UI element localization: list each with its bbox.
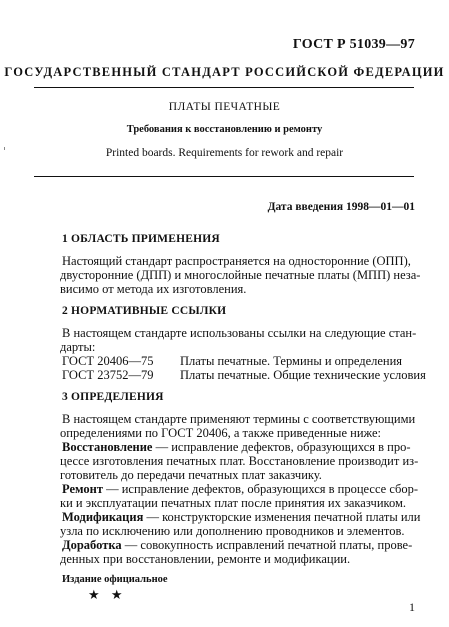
paragraph-line: ки и эксплуатации печатных плат после принятия их заказчиком. <box>60 496 407 510</box>
edition-label: Издание официальное <box>62 574 168 585</box>
reference-code: ГОСТ 23752—79 <box>62 368 154 382</box>
reference-title: Платы печатные. Термины и определения <box>180 354 403 368</box>
definition-modification <box>62 510 420 524</box>
paragraph-line: В настоящем стандарте использованы ссылки на следующие стан- <box>62 326 417 340</box>
definition-text: — совокупность исправлений печатной платы, прове- <box>121 538 413 552</box>
term: Модификация <box>62 510 144 524</box>
section-3-heading: 3 ОПРЕДЕЛЕНИЯ <box>62 391 164 403</box>
definition-text: — исправление дефектов, образующихся в про- <box>152 440 411 454</box>
paragraph-line: готовитель до передачи печатных плат заказчику. <box>60 468 322 482</box>
term: Доработка <box>62 538 122 552</box>
paragraph-line: дарты: <box>60 340 96 354</box>
title-rule <box>34 176 414 177</box>
edition-stars: ★ ★ <box>88 587 127 602</box>
page-number: 1 <box>409 600 415 614</box>
paragraph-line: В настоящем стандарте применяют термины с соответствующими <box>62 412 416 426</box>
section-2-heading: 2 НОРМАТИВНЫЕ ССЫЛКИ <box>62 305 227 317</box>
state-standard-heading: ГОСУДАРСТВЕННЫЙ СТАНДАРТ РОССИЙСКОЙ ФЕДЕРАЦИИ <box>4 65 445 79</box>
reference-code: ГОСТ 20406—75 <box>62 354 154 368</box>
reference-row <box>62 354 402 369</box>
document-title: ПЛАТЫ ПЕЧАТНЫЕ <box>168 101 281 113</box>
section-1-heading: 1 ОБЛАСТЬ ПРИМЕНЕНИЯ <box>62 233 220 245</box>
paragraph-line: определениями по ГОСТ 20406, а также приведенные ниже: <box>60 426 382 440</box>
paragraph-line: двусторонние (ДПП) и многослойные печатные платы (МПП) неза- <box>60 268 421 282</box>
paragraph-line: узла по исключению или дополнению проводников и элементов. <box>60 524 405 538</box>
reference-title: Платы печатные. Общие технические условия <box>180 368 426 382</box>
header-rule <box>34 87 414 88</box>
definition-repair <box>62 482 418 496</box>
reference-row <box>62 368 426 383</box>
introduction-date: Дата введения 1998—01—01 <box>267 201 415 213</box>
term: Ремонт <box>62 482 103 496</box>
definition-rework <box>62 538 412 552</box>
document-subtitle: Требования к восстановлению и ремонту <box>126 124 323 135</box>
definition-restoration <box>62 440 411 454</box>
english-title: Printed boards. Requirements for rework and repair <box>105 147 344 159</box>
paragraph-line: висимо от метода их изготовления. <box>60 282 247 296</box>
definition-text: — исправление дефектов, образующихся в процессе сбор- <box>102 482 419 496</box>
paragraph-line: Настоящий стандарт распространяется на односторонние (ОПП), <box>62 254 411 268</box>
standard-code: ГОСТ Р 51039—97 <box>292 37 415 52</box>
term: Восстановление <box>62 440 153 454</box>
paragraph-line: цессе изготовления печатных плат. Восстановление производит из- <box>60 454 419 468</box>
paragraph-line: денных при восстановлении, ремонте и модификации. <box>60 552 351 566</box>
definition-text: — конструкторские изменения печатной платы или <box>143 510 421 524</box>
